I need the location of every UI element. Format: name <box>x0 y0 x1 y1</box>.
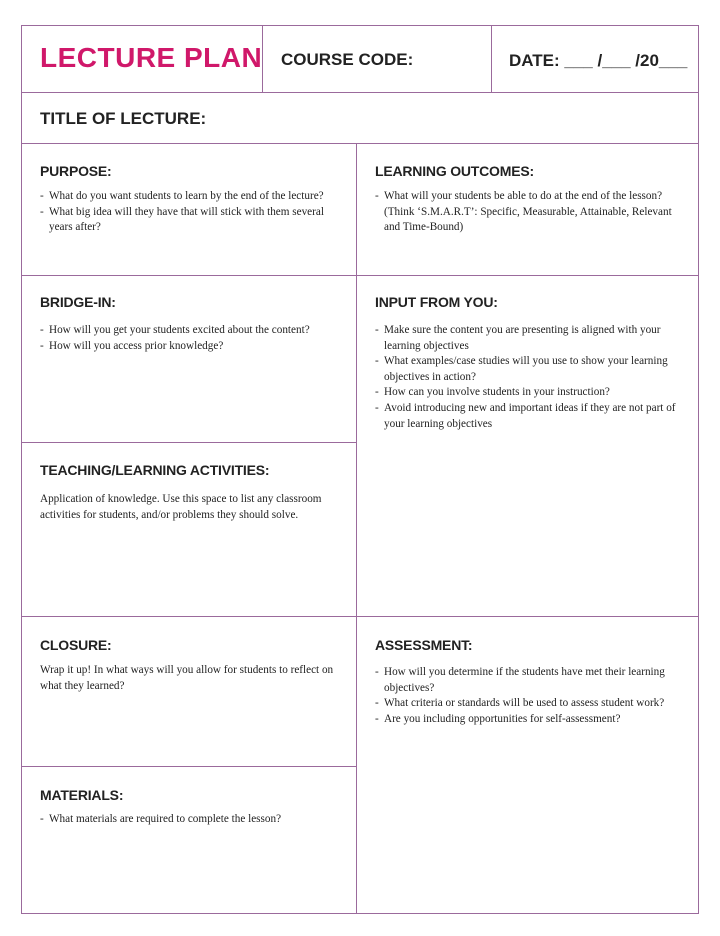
teaching-activities-heading: TEACHING/LEARNING ACTIVITIES: <box>40 462 270 478</box>
list-item: - What examples/case studies will you use to show your learning objectives in action? <box>375 354 687 385</box>
row-divider <box>22 766 357 767</box>
list-item: - How will you get your students excited about the content? <box>40 323 350 339</box>
input-from-you-heading: INPUT FROM YOU: <box>375 294 498 310</box>
purpose-heading: PURPOSE: <box>40 163 112 179</box>
row-divider <box>22 143 698 144</box>
list-item: - What do you want students to learn by the end of the lecture? <box>40 189 345 205</box>
learning-outcomes-heading: LEARNING OUTCOMES: <box>375 163 534 179</box>
list-item: - How can you involve students in your instruction? <box>375 385 687 401</box>
closure-text: Wrap it up! In what ways will you allow for students to reflect on what they learned? <box>40 664 334 692</box>
list-item: - Avoid introducing new and important ideas if they are not part of your learning objectives <box>375 401 687 432</box>
course-code-label: COURSE CODE: <box>281 50 414 69</box>
list-item: - Are you including opportunities for self-assessment? <box>375 712 691 728</box>
input-from-you-list <box>375 323 687 432</box>
row-divider <box>22 442 357 443</box>
teaching-activities-text: Application of knowledge. Use this space to list any classroom activities for students, and/or problems they should solve. <box>40 493 322 521</box>
date-label: DATE: ___ /___ /20___ <box>509 51 688 70</box>
row-divider <box>22 92 698 93</box>
row-divider <box>22 275 698 276</box>
bridge-in-list <box>40 323 350 354</box>
purpose-list <box>40 189 345 236</box>
list-item: - What materials are required to complete the lesson? <box>40 812 345 828</box>
list-item: - What big idea will they have that will stick with them several years after? <box>40 205 345 236</box>
bridge-in-heading: BRIDGE-IN: <box>40 294 116 310</box>
page-title: LECTURE PLAN <box>40 42 263 73</box>
row-divider <box>22 616 698 617</box>
learning-outcomes-list <box>375 189 687 236</box>
assessment-heading: ASSESSMENT: <box>375 637 473 653</box>
header-divider <box>491 26 492 92</box>
list-item: - How will you determine if the students have met their learning objectives? <box>375 665 691 696</box>
list-item: - What will your students be able to do at the end of the lesson? (Think ‘S.M.A.R.T’: Specific, Measurable, Attainable, Relevant and Time-Bound) <box>375 189 687 236</box>
list-item: - How will you access prior knowledge? <box>40 339 350 355</box>
list-item: - What criteria or standards will be used to assess student work? <box>375 696 691 712</box>
assessment-list <box>375 665 691 727</box>
materials-list <box>40 812 345 828</box>
title-of-lecture-label: TITLE OF LECTURE: <box>40 109 207 128</box>
lecture-plan-form <box>21 25 699 914</box>
column-divider <box>356 143 357 914</box>
closure-heading: CLOSURE: <box>40 637 112 653</box>
list-item: - Make sure the content you are presenting is aligned with your learning objectives <box>375 323 687 354</box>
materials-heading: MATERIALS: <box>40 787 124 803</box>
